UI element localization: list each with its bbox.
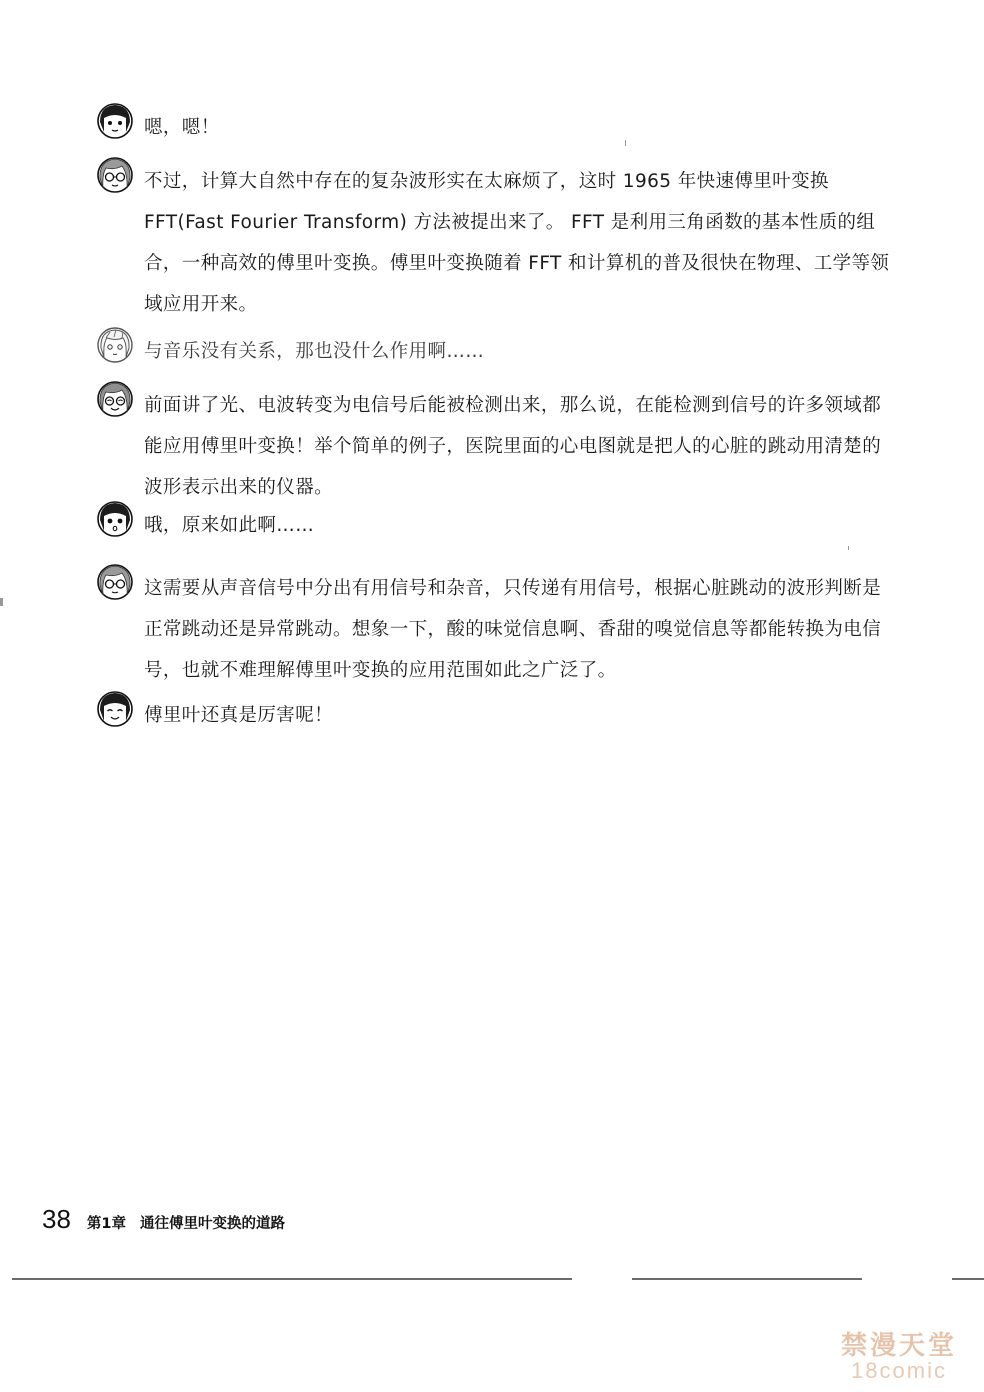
scan-speck [848,546,849,550]
dialogue-text: 傅里叶还真是厉害呢！ [144,705,334,726]
glasses-teacher-icon [96,563,134,601]
scan-speck [0,598,3,606]
watermark-english: 18comic [851,1358,947,1383]
page-footer [42,1204,285,1244]
chapter-label: 第1章 [86,1216,127,1232]
dialogue-text: 前面讲了光、电波转变为电信号后能被检测出来，那么说，在能检测到信号的许多领域都能应用傅里叶变换！举个简单的例子，医院里面的心电图就是把人的心脏的跳动用清楚的波形表示出来的仪器。 [144,395,882,498]
dialogue-text: 这需要从声音信号中分出有用信号和杂音，只传递有用信号，根据心脏跳动的波形判断是正常跳动还是异常跳动。想象一下，酸的味觉信息啊、香甜的嗅觉信息等都能转换为电信号，也就不难理解傅里叶变换的应用范围如此之广泛了。 [144,578,882,681]
dialogue-text: 不过，计算大自然中存在的复杂波形实在太麻烦了，这时 1965 年快速傅里叶变换 FFT(Fast Fourier Transform) 方法被提出来了。 FFT 是利用三角函数的基本性质的组合，一种高效的傅里叶变换。傅里叶变换随着 FFT 和计算机的普及很快在物理、工学等领域应用开来。 [144,171,890,315]
bottom-rule-left [12,1278,572,1280]
glasses-teacher-icon [96,156,134,194]
watermark-chinese: 禁漫天堂 [840,1331,957,1361]
chapter-title: 通往傅里叶变换的道路 [140,1216,286,1232]
page-number: 38 [42,1204,71,1234]
light-hair-girl-icon [96,326,134,364]
bottom-rule-middle [632,1278,862,1280]
dark-hair-girl-surprised-icon [96,500,134,538]
dialogue-text: 嗯，嗯！ [144,117,220,138]
dialogue-text: 与音乐没有关系，那也没什么作用啊…… [144,341,485,362]
watermark-logo [824,1325,974,1384]
bottom-rule-right [952,1278,984,1280]
dark-hair-girl-happy-icon [96,690,134,728]
scan-speck [625,140,626,146]
glasses-teacher-smiling-icon [96,380,134,418]
dark-hair-girl-icon [96,102,134,140]
dialogue-text: 哦，原来如此啊…… [144,515,315,536]
